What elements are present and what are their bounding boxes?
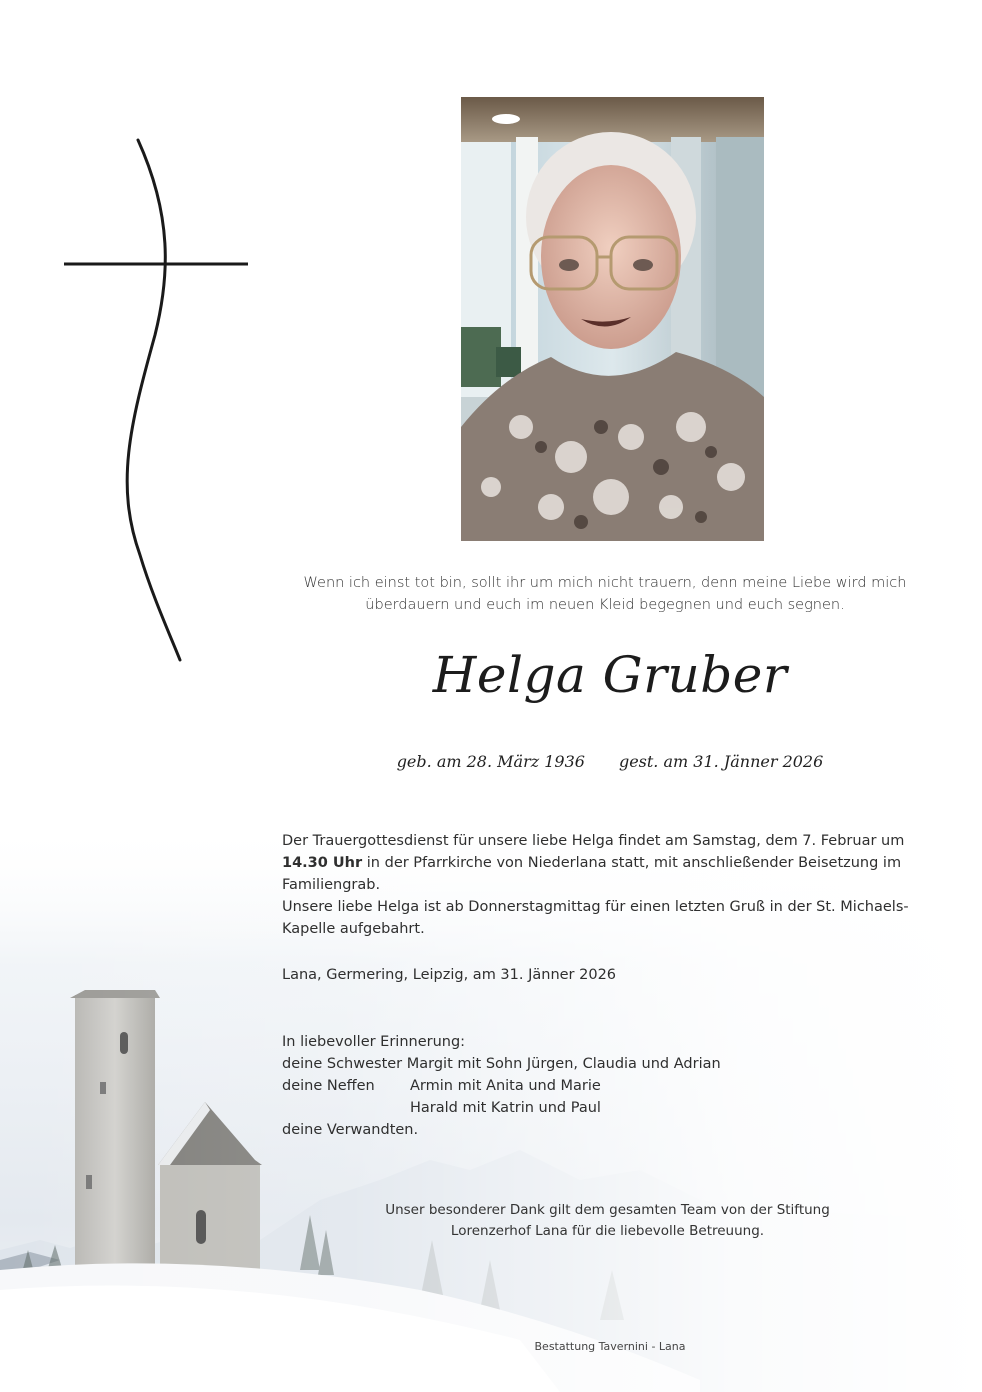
service-line-1: Der Trauergottesdienst für unsere liebe Helga findet am Samstag, dem 7. Februar um — [282, 833, 905, 849]
quote-line-2: überdauern und euch im neuen Kleid begegnen und euch segnen. — [365, 597, 845, 613]
viewing-line-2: Kapelle aufgebahrt. — [282, 921, 425, 937]
service-line-3: Familiengrab. — [282, 877, 381, 893]
memorial-quote — [290, 572, 920, 616]
mourners-intro: In liebevoller Erinnerung: — [282, 1034, 466, 1050]
service-line-2: in der Pfarrkirche von Niederlana statt, mit anschließender Beisetzung im — [362, 855, 902, 871]
mourner-relatives: deine Verwandten. — [282, 1122, 419, 1138]
viewing-line-1: Unsere liebe Helga ist ab Donnerstagmittag für einen letzten Gruß in der St. Michaels- — [282, 899, 909, 915]
place-and-date: Lana, Germering, Leipzig, am 31. Jänner 2026 — [282, 967, 617, 983]
deceased-name: Helga Gruber — [432, 646, 788, 704]
thanks-line-1: Unser besonderer Dank gilt dem gesamten Team von der Stiftung — [385, 1202, 830, 1218]
life-dates — [300, 752, 920, 771]
service-time: 14.30 Uhr — [282, 855, 363, 871]
portrait-photo — [461, 97, 764, 541]
service-announcement — [282, 830, 937, 940]
thanks-line-2: Lorenzerhof Lana für die liebevolle Betreuung. — [450, 1223, 765, 1239]
quote-line-1: Wenn ich einst tot bin, sollt ihr um mich nicht trauern, denn meine Liebe wird mich — [303, 575, 907, 591]
mourner-nephew-2: Harald mit Katrin und Paul — [410, 1100, 601, 1116]
cross-icon — [60, 135, 260, 670]
death-date: gest. am 31. Jänner 2026 — [618, 752, 824, 771]
funeral-home-credit: Bestattung Tavernini - Lana — [534, 1340, 686, 1353]
mourner-nephews-label: deine Neffen — [282, 1078, 375, 1094]
birth-date: geb. am 28. März 1936 — [396, 752, 585, 771]
mourner-nephew-1: Armin mit Anita und Marie — [410, 1078, 601, 1094]
mourners-list — [282, 1031, 937, 1141]
thanks-note — [330, 1200, 885, 1242]
mourner-sister: deine Schwester Margit mit Sohn Jürgen, Claudia und Adrian — [282, 1056, 721, 1072]
